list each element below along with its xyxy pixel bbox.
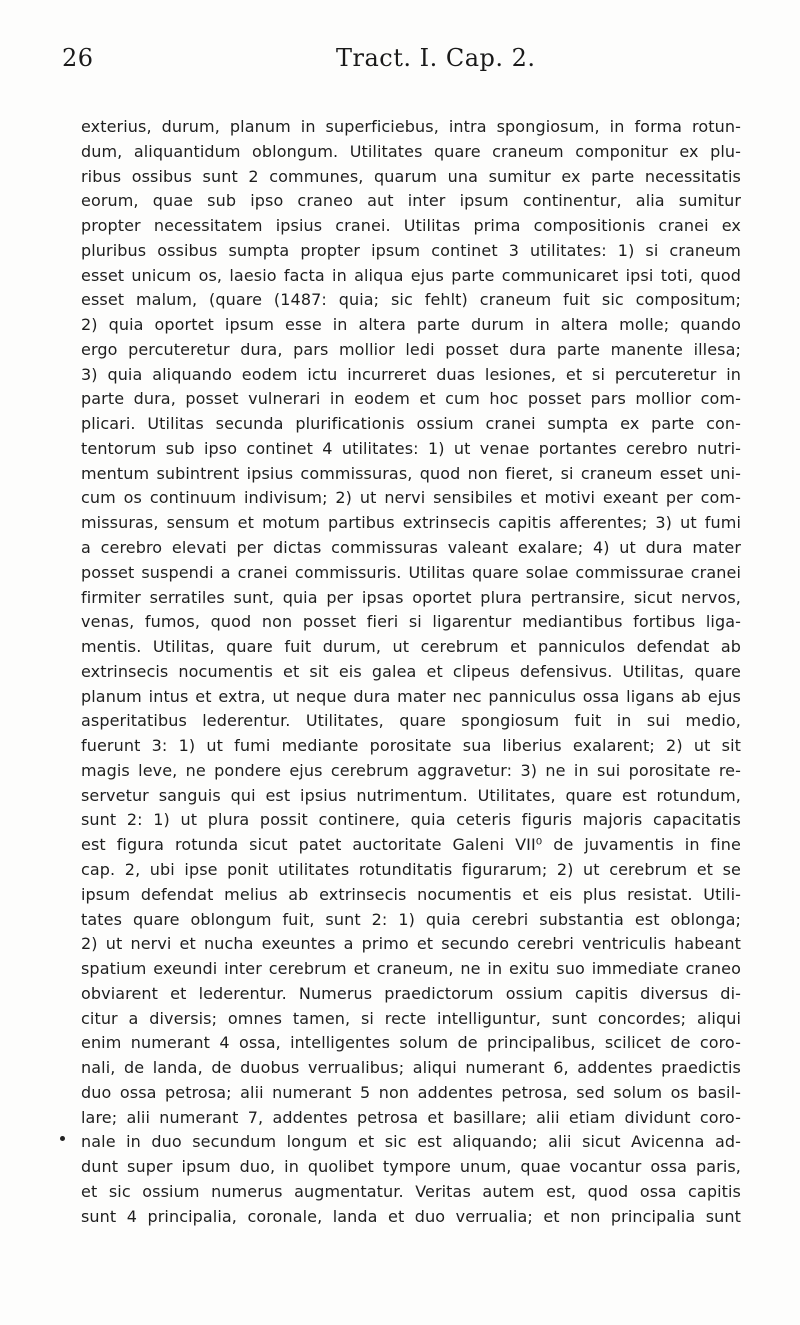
text-line: propter necessitatem ipsius cranei. Utilitas prima compositionis cranei ex [81, 216, 741, 236]
text-line: asperitatibus lederentur. Utilitates, quare spongiosum fuit in sui medio, [81, 711, 741, 731]
text-line: lare; alii numerant 7, addentes petrosa et basillare; alii etiam dividunt coro- [81, 1107, 741, 1127]
text-line: parte dura, posset vulnerari in eodem et cum hoc posset pars mollior com- [81, 389, 741, 409]
text-line: mentum subintrent ipsius commissuras, quod non fieret, si craneum esset uni- [81, 463, 741, 483]
text-line: ipsum defendat melius ab extrinsecis nocumentis et eis plus resistat. Utili- [81, 884, 741, 904]
text-line: est figura rotunda sicut patet auctoritate Galeni VII⁰ de juvamentis in fine [81, 835, 741, 855]
text-line: fuerunt 3: 1) ut fumi mediante porositate sua liberius exalarent; 2) ut sit [81, 736, 741, 756]
text-line: extrinsecis nocumentis et sit eis galea et clipeus defensivus. Utilitas, quare [81, 661, 741, 681]
text-line: exterius, durum, planum in superficiebus, intra spongiosum, in forma rotun- [81, 117, 741, 136]
body-text [81, 115, 741, 1229]
text-line: citur a diversis; omnes tamen, si recte intelliguntur, sunt concordes; aliqui [81, 1008, 741, 1028]
text-line: spatium exeundi inter cerebrum et craneum, ne in exitu suo immediate craneo [81, 959, 741, 979]
text-line: esset unicum os, laesio facta in aliqua ejus parte communicaret ipsi toti, quod [81, 265, 741, 285]
text-line: sunt 2: 1) ut plura possit continere, quia ceteris figuris majoris capacitatis [81, 810, 741, 830]
text-line: venas, fumos, quod non posset fieri si ligarentur mediantibus fortibus liga- [81, 612, 741, 632]
text-line: nali, de landa, de duobus verrualibus; aliqui numerant 6, addentes praedictis [81, 1058, 741, 1078]
page-number: 26 [62, 44, 94, 72]
text-line: et sic ossium numerus augmentatur. Veritas autem est, quod ossa capitis [81, 1181, 741, 1201]
text-line: plicari. Utilitas secunda plurificationis ossium cranei sumpta ex parte con- [81, 414, 741, 434]
text-line: eorum, quae sub ipso craneo aut inter ipsum continentur, alia sumitur [81, 191, 741, 211]
text-line: posset suspendi a cranei commissuris. Utilitas quare solae commissurae cranei [81, 562, 741, 582]
text-line: 2) quia oportet ipsum esse in altera parte durum in altera molle; quando [81, 315, 741, 335]
text-line: planum intus et extra, ut neque dura mater nec panniculus ossa ligans ab ejus [81, 686, 741, 706]
text-line: a cerebro elevati per dictas commissuras valeant exalare; 4) ut dura mater [81, 538, 741, 558]
text-line: magis leve, ne pondere ejus cerebrum aggravetur: 3) ne in sui porositate re- [81, 760, 741, 780]
text-line: pluribus ossibus sumpta propter ipsum continet 3 utilitates: 1) si craneum [81, 240, 741, 260]
text-line: sunt 4 principalia, coronale, landa et duo verrualia; et non principalia sunt [81, 1206, 741, 1226]
text-line: 3) quia aliquando eodem ictu incurreret duas lesiones, et si percuteretur in [81, 364, 741, 384]
text-line: missuras, sensum et motum partibus extrinsecis capitis afferentes; 3) ut fumi [81, 513, 741, 533]
text-line: mentis. Utilitas, quare fuit durum, ut cerebrum et panniculos defendat ab [81, 637, 741, 657]
text-line: cap. 2, ubi ipse ponit utilitates rotunditatis figurarum; 2) ut cerebrum et se [81, 859, 741, 879]
text-line: cum os continuum indivisum; 2) ut nervi sensibiles et motivi exeant per com- [81, 488, 741, 508]
text-line: firmiter serratiles sunt, quia per ipsas oportet plura pertransire, sicut nervos, [81, 587, 741, 607]
text-line: ergo percuteretur dura, pars mollior ledi posset dura parte manente illesa; [81, 339, 741, 359]
text-line: dum, aliquantidum oblongum. Utilitates quare craneum componitur ex plu- [81, 141, 741, 161]
text-line: servetur sanguis qui est ipsius nutrimentum. Utilitates, quare est rotundum, [81, 785, 741, 805]
text-line: nale in duo secundum longum et sic est aliquando; alii sicut Avicenna ad- [81, 1132, 741, 1152]
text-line: enim numerant 4 ossa, intelligentes solum de principalibus, scilicet de coro- [81, 1033, 741, 1053]
text-line: dunt super ipsum duo, in quolibet tympore unum, quae vocantur ossa paris, [81, 1157, 741, 1177]
text-line: duo ossa petrosa; alii numerant 5 non addentes petrosa, sed solum os basil- [81, 1082, 741, 1102]
running-head: Tract. I. Cap. 2. [336, 44, 536, 72]
text-line: obviarent et lederentur. Numerus praedictorum ossium capitis diversus di- [81, 983, 741, 1003]
margin-dot [60, 1136, 65, 1141]
text-line: tates quare oblongum fuit, sunt 2: 1) quia cerebri substantia est oblonga; [81, 909, 741, 929]
text-line: ribus ossibus sunt 2 communes, quarum una sumitur ex parte necessitatis [81, 166, 741, 186]
text-line: esset malum, (quare (1487: quia; sic fehlt) craneum fuit sic compositum; [81, 290, 741, 310]
text-line: tentorum sub ipso continet 4 utilitates: 1) ut venae portantes cerebro nutri- [81, 438, 741, 458]
text-line: 2) ut nervi et nucha exeuntes a primo et secundo cerebri ventriculis habeant [81, 934, 741, 954]
